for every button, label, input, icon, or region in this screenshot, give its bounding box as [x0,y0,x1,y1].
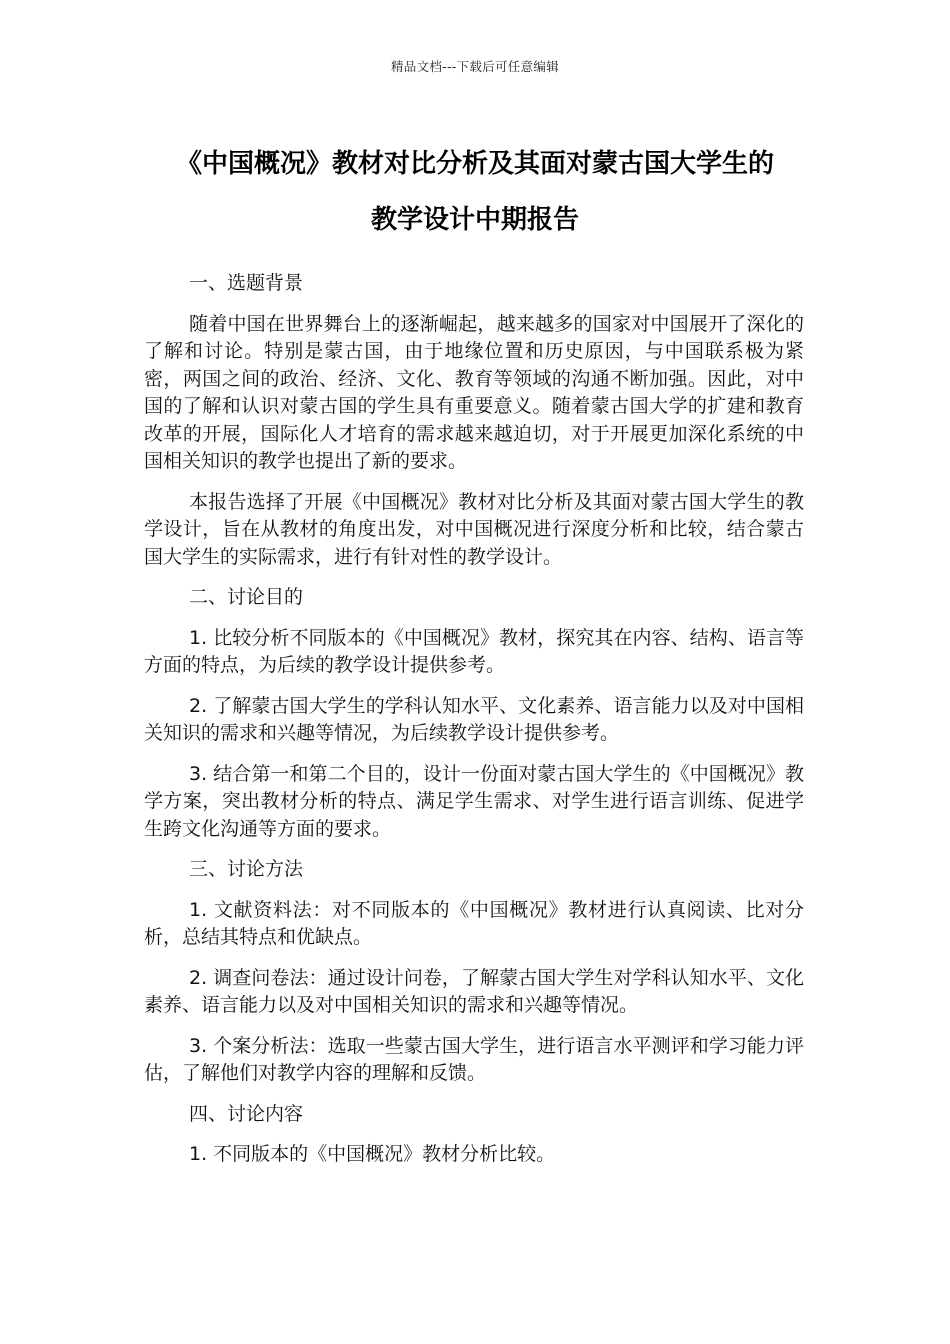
section-heading-background: 一、选题背景 [189,272,304,294]
list-item: 3. 结合第一和第二个目的，设计一份面对蒙古国大学生的《中国概况》教学方案，突出教材分析的特点、满足学生需求、对学生进行语言训练、促进学生跨文化沟通等方面的要求。 [144,762,804,840]
header-note: 精品文档---下载后可任意编辑 [390,59,560,74]
paragraph: 随着中国在世界舞台上的逐渐崛起，越来越多的国家对中国展开了深化的了解和讨论。特别是蒙古国，由于地缘位置和历史原因，与中国联系极为紧密，两国之间的政治、经济、文化、教育等领域的沟通不断加强。因此，对中国的了解和认识对蒙古国的学生具有重要意义。随着蒙古国大学的扩建和教育改革的开展，国际化人才培育的需求越来越迫切，对于开展更加深化系统的中国相关知识的教学也提出了新的要求。 [144,312,804,472]
title-line-2: 教学设计中期报告 [370,205,579,235]
list-item: 3. 个案分析法：选取一些蒙古国大学生，进行语言水平测评和学习能力评估，了解他们对教学内容的理解和反馈。 [144,1034,804,1084]
document-body [144,270,804,1182]
list-item: 1. 文献资料法：对不同版本的《中国概况》教材进行认真阅读、比对分析，总结其特点和优缺点。 [144,898,804,948]
list-item: 2. 调查问卷法：通过设计问卷，了解蒙古国大学生对学科认知水平、文化素养、语言能力以及对中国相关知识的需求和兴趣等情况。 [144,966,804,1016]
section-heading-purpose: 二、讨论目的 [189,586,304,608]
section-heading-content: 四、讨论内容 [189,1102,304,1125]
list-item: 1. 比较分析不同版本的《中国概况》教材，探究其在内容、结构、语言等方面的特点，为后续的教学设计提供参考。 [144,626,804,676]
paragraph: 本报告选择了开展《中国概况》教材对比分析及其面对蒙古国大学生的教学设计，旨在从教材的角度出发，对中国概况进行深度分析和比较，结合蒙古国大学生的实际需求，进行有针对性的教学设计。 [144,490,804,568]
title-line-1: 《中国概况》教材对比分析及其面对蒙古国大学生的 [175,149,774,179]
document-title [100,136,850,248]
list-item: 2. 了解蒙古国大学生的学科认知水平、文化素养、语言能力以及对中国相关知识的需求和兴趣等情况，为后续教学设计提供参考。 [144,694,804,744]
list-item: 1. 不同版本的《中国概况》教材分析比较。 [189,1143,556,1165]
section-heading-method: 三、讨论方法 [189,858,304,880]
